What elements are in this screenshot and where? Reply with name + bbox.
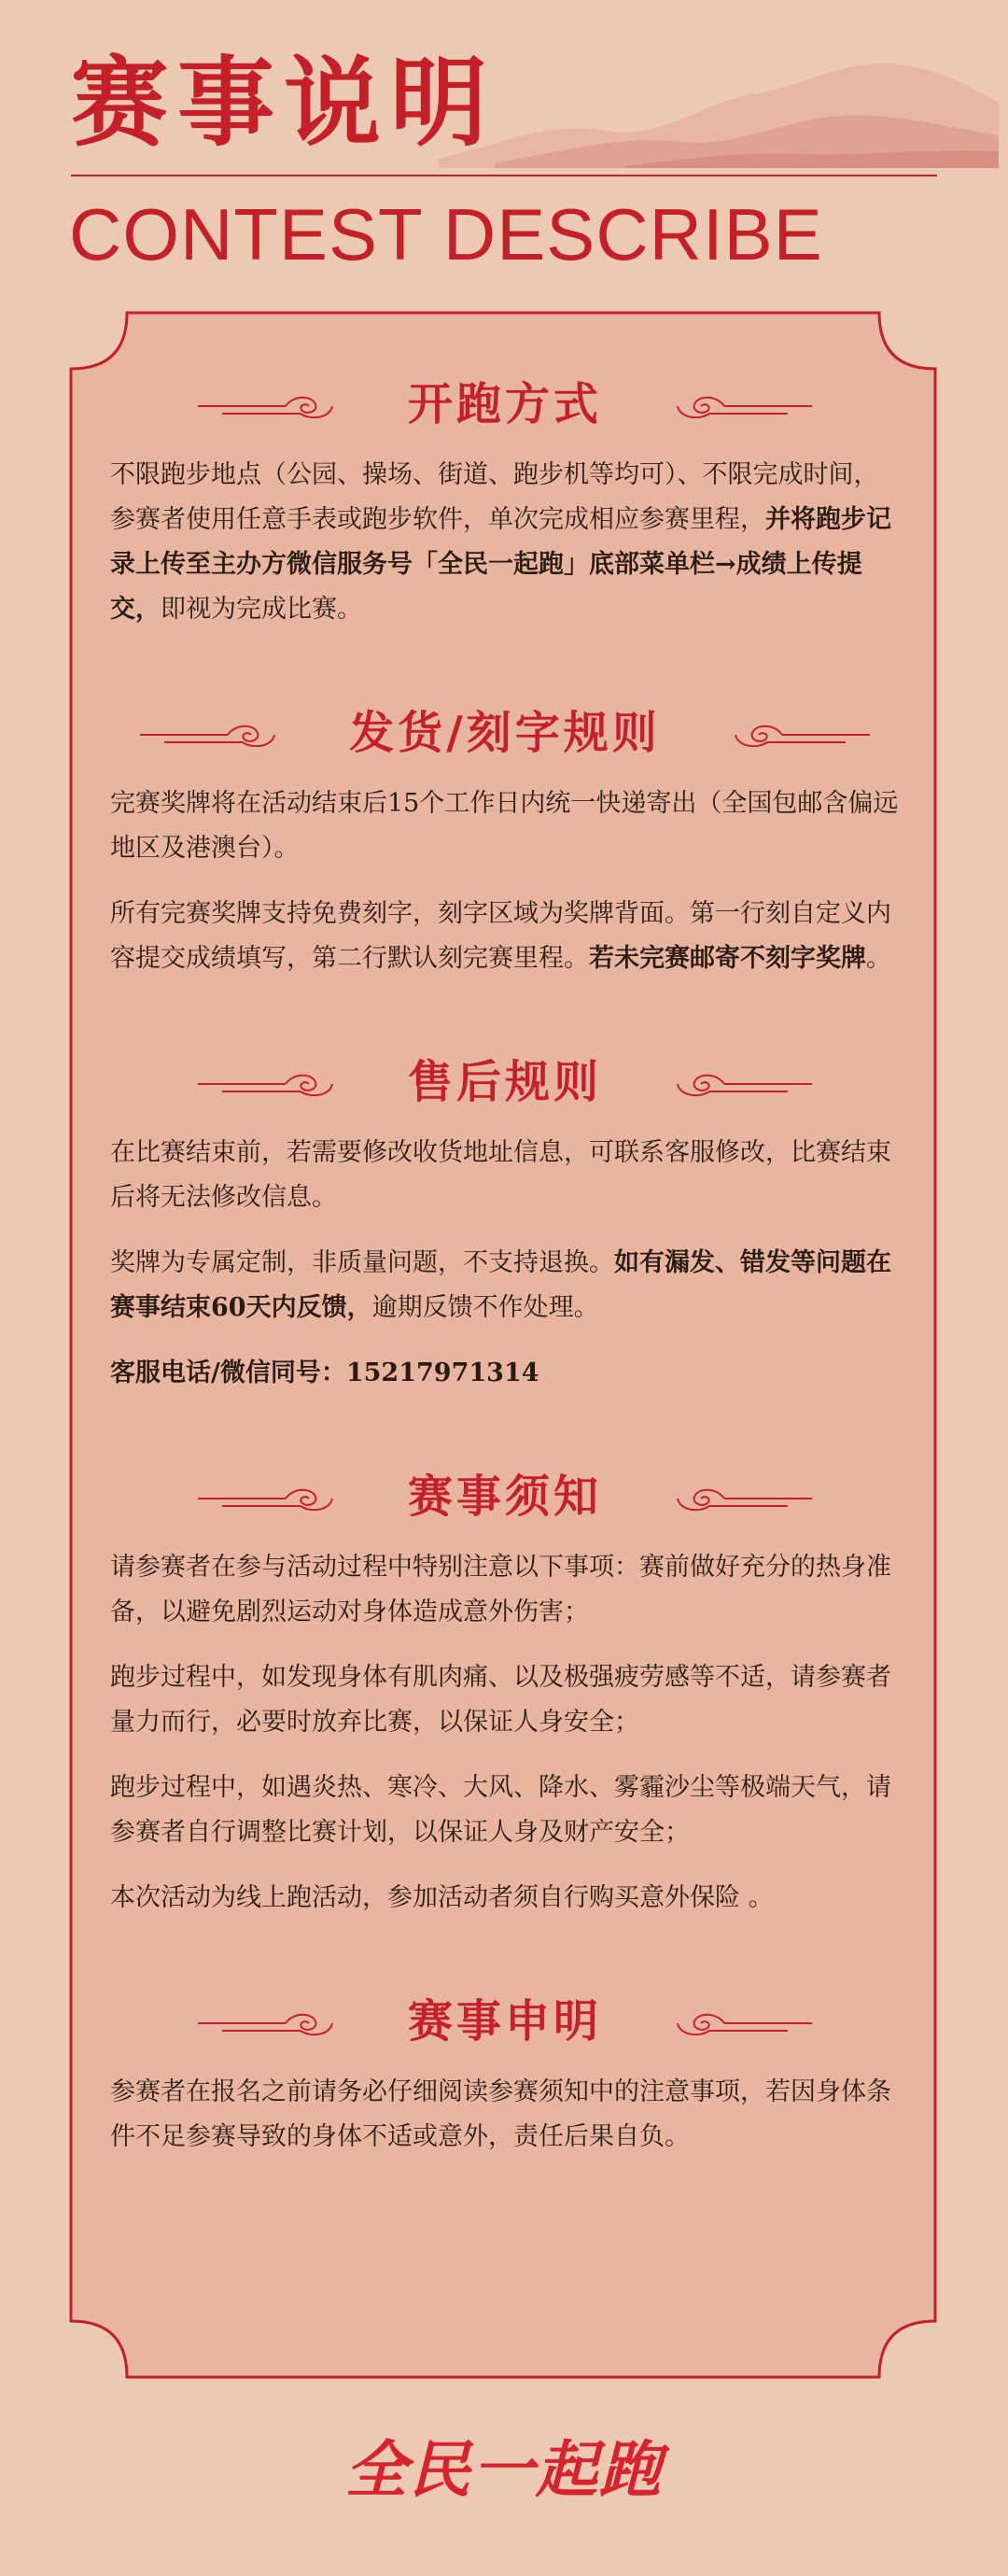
section-header bbox=[110, 1469, 900, 1525]
section-3 bbox=[110, 1469, 900, 1921]
section-title: 赛事申明 bbox=[407, 1995, 602, 2048]
section-paragraph bbox=[110, 1351, 900, 1396]
body-text: 在比赛结束前，若需要修改收货地址信息，可联系客服修改，比赛结束后将无法修改信息。 bbox=[110, 1138, 891, 1212]
section-title: 售后规则 bbox=[407, 1056, 602, 1108]
emphasis-text: 若未完赛邮寄不刻字奖牌 bbox=[589, 944, 866, 973]
section-header bbox=[110, 705, 900, 761]
brand-logo: 全民一起跑 bbox=[345, 2434, 663, 2506]
body-text: 。 bbox=[866, 944, 891, 973]
section-paragraph bbox=[110, 1876, 900, 1921]
section-paragraph bbox=[110, 1655, 900, 1745]
section-title: 赛事须知 bbox=[407, 1471, 602, 1523]
section-2 bbox=[110, 1054, 900, 1396]
page-subtitle-en: CONTEST DESCRIBE bbox=[69, 193, 823, 275]
emphasis-text: 如有漏发、错发等问题在赛事结束60天内反馈， bbox=[110, 1248, 891, 1322]
content-card bbox=[69, 311, 937, 2379]
body-text: 本次活动为线上跑活动，参加活动者须自行购买意外保险 。 bbox=[110, 1883, 774, 1912]
section-paragraph bbox=[110, 453, 900, 632]
section-0 bbox=[110, 376, 900, 632]
mountain-decoration-icon bbox=[439, 37, 999, 168]
emphasis-text: 客服电话/微信同号：15217971314 bbox=[110, 1358, 539, 1387]
section-header bbox=[110, 1993, 900, 2049]
body-text: 完赛奖牌将在活动结束后15个工作日内统一快递寄出（全国包邮含偏远地区及港澳台）。 bbox=[110, 789, 899, 863]
body-text: 即视为完成比赛。 bbox=[161, 595, 362, 624]
body-text: 参赛者在报名之前请务必仔细阅读参赛须知中的注意事项，若因身体条件不足参赛导致的身体不适或意外，责任后果自负。 bbox=[110, 2077, 891, 2151]
cloud-ornament-right-icon bbox=[732, 718, 872, 750]
section-paragraph bbox=[110, 1545, 900, 1635]
body-text: 奖牌为专属定制，非质量问题，不支持退换。 bbox=[110, 1248, 614, 1277]
body-text: 所有完赛奖牌支持免费刻字，刻字区域为奖牌背面。第一行刻自定义内容提交成绩填写，第二行默认刻完赛里程。 bbox=[110, 899, 891, 973]
page-header bbox=[0, 0, 1008, 299]
body-text: 不限跑步地点（公园、操场、街道、跑步机等均可）、不限完成时间，参赛者使用任意手表或跑步软件，单次完成相应参赛里程， bbox=[110, 460, 879, 534]
section-header bbox=[110, 1054, 900, 1110]
body-text: 逾期反馈不作处理。 bbox=[371, 1293, 599, 1322]
body-text: 请参赛者在参与活动过程中特别注意以下事项：赛前做好充分的热身准备，以避免剧烈运动对身体造成意外伤害； bbox=[110, 1553, 891, 1626]
section-paragraph bbox=[110, 1131, 900, 1220]
section-title: 开跑方式 bbox=[407, 378, 602, 430]
emphasis-text: 并将跑步记录上传至主办方微信服务号「全民一起跑」底部菜单栏→成绩上传提交， bbox=[110, 505, 891, 624]
section-header bbox=[110, 376, 900, 432]
header-divider bbox=[71, 175, 937, 176]
body-text: 跑步过程中，如遇炎热、寒冷、大风、降水、雾霾沙尘等极端天气，请参赛者自行调整比赛计划，以保证人身及财产安全； bbox=[110, 1773, 891, 1847]
section-paragraph bbox=[110, 1766, 900, 1855]
section-paragraph bbox=[110, 892, 900, 981]
section-4 bbox=[110, 1993, 900, 2160]
section-paragraph bbox=[110, 781, 900, 871]
body-text: 跑步过程中，如发现身体有肌肉痛、以及极强疲劳感等不适，请参赛者量力而行，必要时放弃比赛，以保证人身安全； bbox=[110, 1663, 891, 1737]
section-1 bbox=[110, 705, 900, 981]
cloud-ornament-right-icon bbox=[674, 2006, 814, 2038]
sections-container bbox=[110, 376, 900, 2160]
cloud-ornament-right-icon bbox=[674, 1482, 814, 1513]
cloud-ornament-right-icon bbox=[674, 389, 814, 421]
page-title: 赛事说明 bbox=[71, 45, 497, 160]
section-paragraph bbox=[110, 1241, 900, 1330]
section-title: 发货/刻字规则 bbox=[349, 707, 661, 759]
section-paragraph bbox=[110, 2070, 900, 2160]
cloud-ornament-right-icon bbox=[674, 1067, 814, 1099]
